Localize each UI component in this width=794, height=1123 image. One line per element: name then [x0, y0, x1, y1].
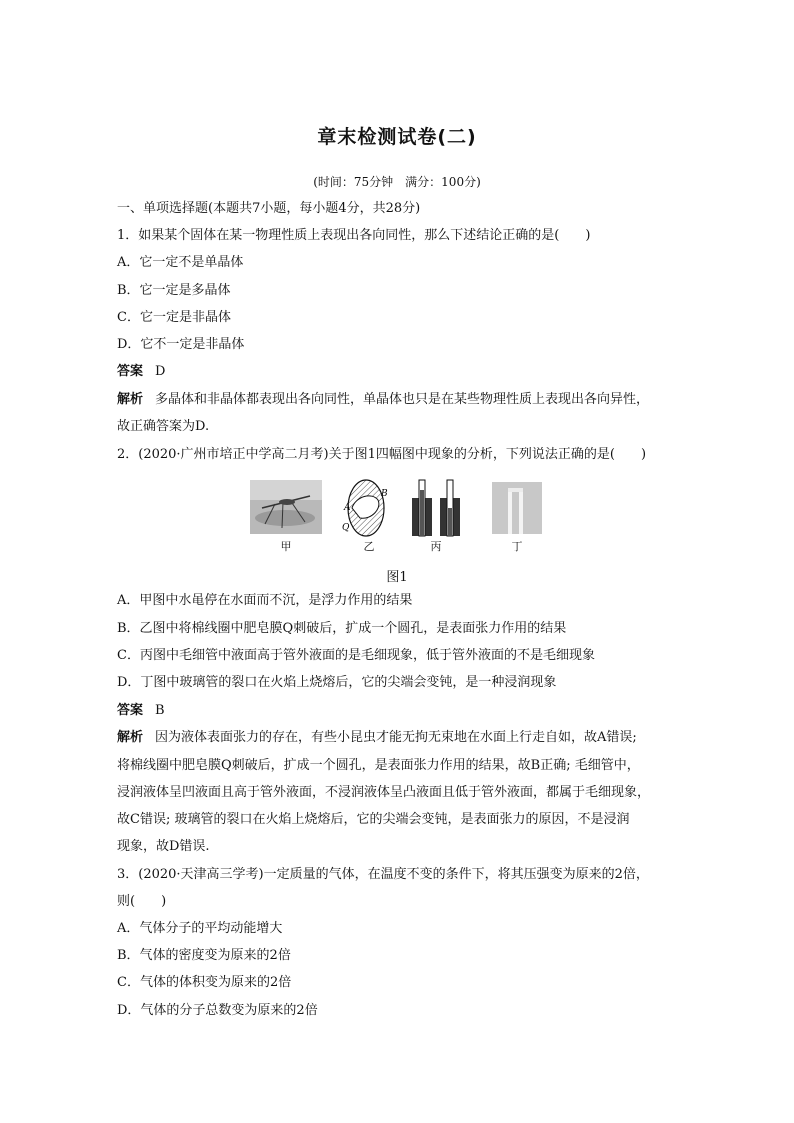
letter-q: Q	[342, 523, 350, 533]
analysis-text: 多晶体和非晶体都表现出各向同性，单晶体也只是在某些物理性质上表现出各向异性，	[155, 392, 650, 407]
q1-stem: 1．如果某个固体在某一物理性质上表现出各向同性，那么下述结论正确的是( )	[117, 228, 591, 243]
q2-analysis-line-1	[117, 729, 682, 747]
figure-1	[0, 478, 794, 558]
letter-a: A	[344, 503, 351, 513]
q2-analysis-line-2: 将棉线圈中肥皂膜Q刺破后，扩成一个圆孔，是表面张力作用的结果，故B正确; 毛细管中，	[117, 758, 640, 773]
q2-option-c: C．丙图中毛细管中液面高于管外液面的是毛细现象，低于管外液面的不是毛细现象	[117, 648, 595, 663]
figure-caption: 图1	[386, 570, 408, 585]
q2-analysis-line-3: 浸润液体呈凹液面且高于管外液面，不浸润液体呈凸液面且低于管外液面，都属于毛细现象，	[117, 785, 651, 800]
q1-analysis-line-1	[117, 391, 682, 409]
q3-stem-line-1: 3．(2020·天津高三学考)一定质量的气体，在温度不变的条件下，将其压强变为原来的2倍，	[117, 867, 649, 882]
answer-value: D	[155, 364, 166, 379]
q1-analysis-line-2: 故正确答案为D.	[117, 419, 210, 434]
panel-bing-diagram	[412, 480, 460, 536]
answer-label: 答案	[117, 703, 144, 718]
analysis-label: 解析	[117, 392, 144, 407]
analysis-text: 因为液体表面张力的存在，有些小昆虫才能无拘无束地在水面上行走自如，故A错误;	[155, 730, 637, 745]
q1-answer	[117, 363, 682, 381]
panel-label-bing: 丙	[430, 540, 442, 553]
q2-stem: 2．(2020·广州市培正中学高二月考)关于图1四幅图中现象的分析，下列说法正确的是( )	[117, 447, 647, 462]
panel-label-ding: 丁	[511, 540, 523, 553]
q2-analysis-line-4: 故C错误; 玻璃管的裂口在火焰上烧熔后，它的尖端会变钝，是表面张力的原因，不是浸润	[117, 812, 630, 827]
panel-yi-diagram	[342, 480, 388, 536]
q2-analysis-line-5: 现象，故D错误.	[117, 839, 210, 854]
analysis-label: 解析	[117, 730, 144, 745]
q3-option-b: B．气体的密度变为原来的2倍	[117, 948, 291, 963]
q1-option-d: D．它不一定是非晶体	[117, 337, 245, 352]
q3-stem-line-2: 则( )	[117, 894, 167, 909]
q3-option-c: C．气体的体积变为原来的2倍	[117, 975, 292, 990]
q2-answer	[117, 702, 682, 720]
panel-ding-image	[492, 482, 542, 534]
q3-option-a: A．气体分子的平均动能增大	[117, 921, 283, 936]
section-heading: 一、单项选择题(本题共7小题，每小题4分，共28分)	[117, 201, 421, 216]
q1-option-b: B．它一定是多晶体	[117, 283, 231, 298]
panel-label-yi: 乙	[363, 540, 375, 553]
exam-meta: (时间：75分钟 满分：100分)	[313, 175, 481, 189]
q2-option-d: D．丁图中玻璃管的裂口在火焰上烧熔后，它的尖端会变钝，是一种浸润现象	[117, 675, 557, 690]
page-title: 章末检测试卷(二)	[317, 126, 477, 148]
panel-jia-image	[250, 480, 322, 534]
q2-option-a: A．甲图中水黾停在水面而不沉，是浮力作用的结果	[117, 593, 413, 608]
q1-option-c: C．它一定是非晶体	[117, 310, 231, 325]
q1-option-a: A．它一定不是单晶体	[117, 255, 244, 270]
q2-option-b: B．乙图中将棉线圈中肥皂膜Q刺破后，扩成一个圆孔，是表面张力作用的结果	[117, 621, 567, 636]
q3-option-d: D．气体的分子总数变为原来的2倍	[117, 1003, 318, 1018]
panel-label-jia: 甲	[280, 540, 292, 553]
answer-label: 答案	[117, 364, 144, 379]
answer-value: B	[155, 703, 165, 718]
letter-b: B	[381, 489, 388, 499]
